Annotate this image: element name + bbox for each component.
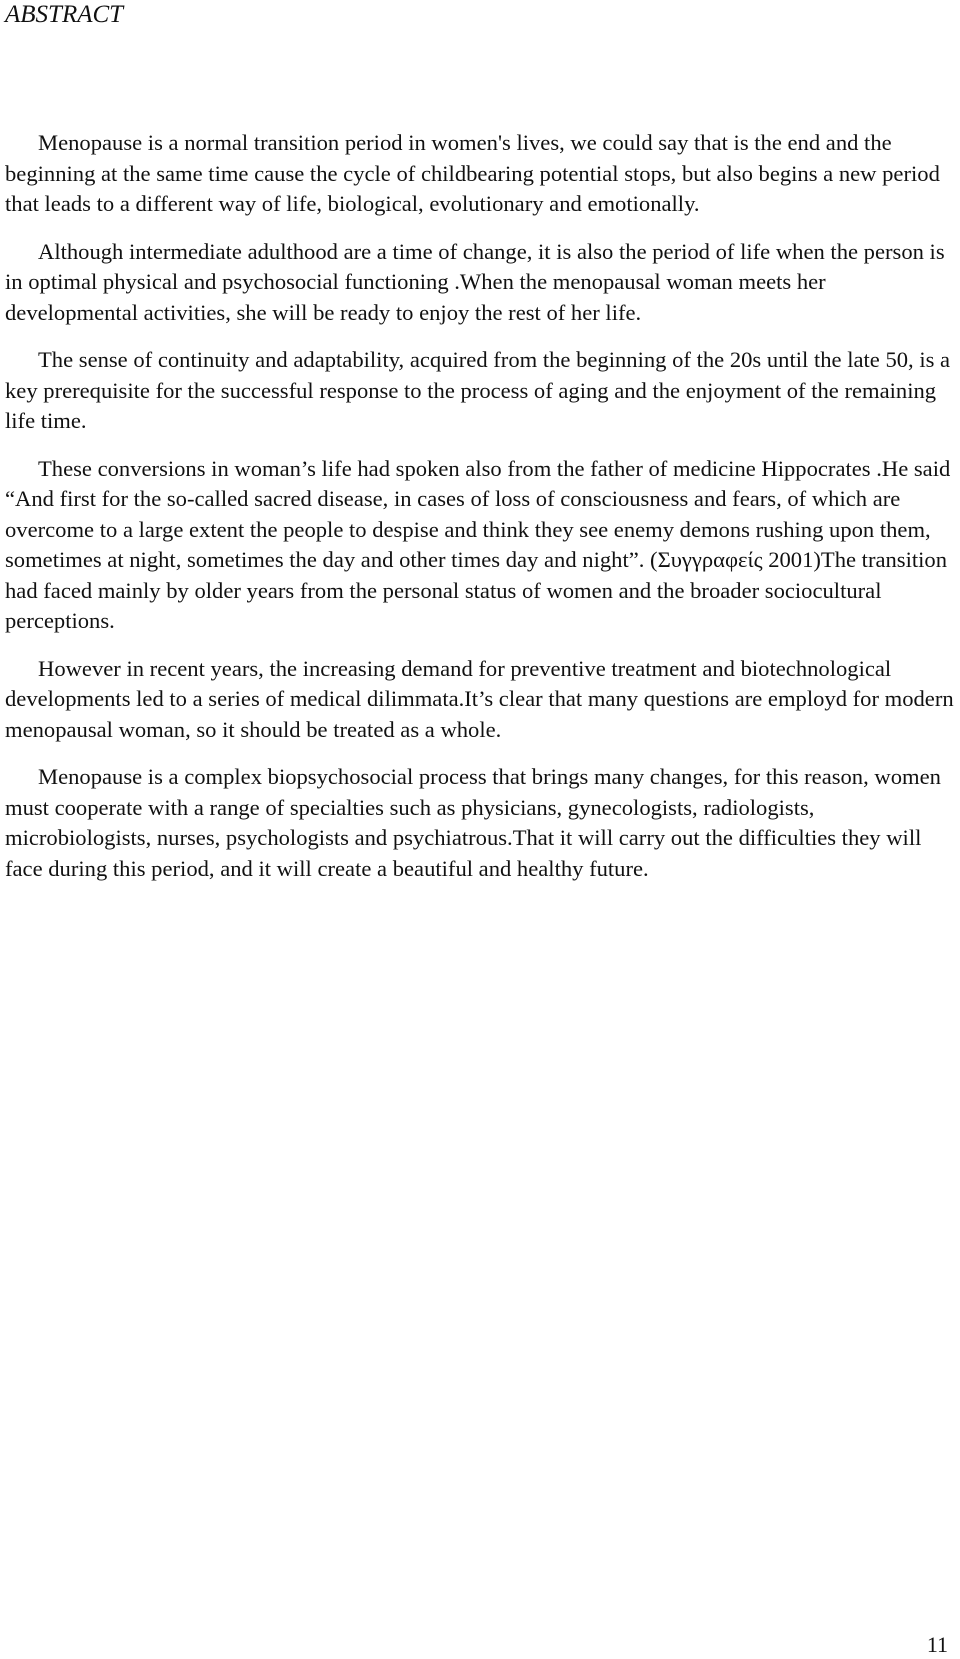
paragraph-5: However in recent years, the increasing demand for preventive treatment and biotechnological developments led to a series of medical dilimmata.It’s clear that many questions are employd for modern menopausal woman, so it should be treated as a whole. bbox=[5, 655, 954, 742]
abstract-body bbox=[5, 128, 955, 901]
paragraph-4: These conversions in woman’s life had spoken also from the father of medicine Hippocrates .He said “And first for the so-called sacred disease, in cases of loss of consciousness and fears, of which are overcome to a large extent the people to despise and think they see enemy demons rushing upon them, sometimes at night, sometimes the day and other times day and night”. (Συγγραφείς 2001)The transition had faced mainly by older years from the personal status of women and the broader sociocultural perceptions. bbox=[5, 455, 951, 633]
page-heading: ABSTRACT bbox=[5, 1, 124, 28]
paragraph-6: Menopause is a complex biopsychosocial process that brings many changes, for this reason, women must cooperate with a range of specialties such as physicians, gynecologists, radiologists, microbiologists, nurses, psychologists and psychiatrous.That it will carry out the difficulties they will face during this period, and it will create a beautiful and healthy future. bbox=[5, 764, 941, 881]
page-number: 11 bbox=[926, 1632, 948, 1657]
paragraph-1: Menopause is a normal transition period in women's lives, we could say that is the end and the beginning at the same time cause the cycle of childbearing potential stops, but also begins a new period that leads to a different way of life, biological, evolutionary and emotionally. bbox=[5, 130, 940, 216]
paragraph-2: Although intermediate adulthood are a time of change, it is also the period of life when the person is in optimal physical and psychosocial functioning .When the menopausal woman meets her developmental activities, she will be ready to enjoy the rest of her life. bbox=[5, 238, 945, 325]
paragraph-3: The sense of continuity and adaptability, acquired from the beginning of the 20s until the late 50, is a key prerequisite for the successful response to the process of aging and the enjoyment of the remaining life time. bbox=[5, 347, 951, 433]
